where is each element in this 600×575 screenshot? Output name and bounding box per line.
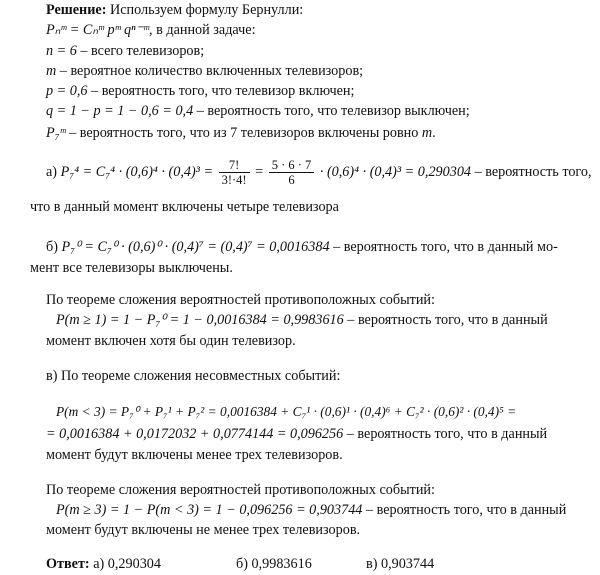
def-m-expr: m — [46, 63, 57, 79]
answer-c: в) 0,903744 — [366, 556, 435, 572]
part-a-frac1 — [219, 158, 250, 187]
theorem2-intro — [46, 481, 435, 499]
answer-a: а) 0,290304 — [93, 556, 161, 572]
theorem2-line2 — [46, 521, 360, 539]
part-a-frac1-num: 7! — [219, 158, 250, 173]
answer-b-wrap — [236, 555, 312, 573]
part-c-line1 — [56, 403, 516, 421]
part-a-frac2-den: 6 — [288, 173, 295, 187]
def-p — [46, 82, 354, 100]
bernoulli-expr: Pₙᵐ = Cₙᵐ pᵐ qⁿ⁻ᵐ — [46, 22, 150, 38]
part-a-frac1-den: 3!·4! — [221, 173, 247, 187]
part-c-line2 — [46, 425, 547, 443]
part-b-text2: мент все телевизоры выключены. — [30, 260, 233, 276]
def-n-text: – всего телевизоров; — [76, 43, 205, 59]
def-n-expr: n = 6 — [46, 43, 77, 59]
part-b-expr: P₇⁰ = C₇⁰ · (0,6)⁰ · (0,4)⁷ = (0,4)⁷ = 0,0016384 — [61, 239, 330, 255]
theorem1-line — [56, 311, 548, 329]
part-a-frac2-num: 5 · 6 · 7 — [269, 158, 315, 173]
part-b-line1 — [46, 238, 558, 256]
solution-label: Решение: — [46, 2, 107, 18]
solution-header — [46, 1, 303, 19]
theorem1-line2 — [46, 332, 296, 350]
theorem1-intro — [46, 291, 435, 309]
part-b-label: б) — [46, 239, 58, 255]
def-p-text: – вероятность того, что телевизор включен; — [87, 83, 355, 99]
bernoulli-tail: , в данной задаче: — [149, 22, 256, 38]
def-p7m — [46, 124, 436, 142]
theorem2-text2: момент будут включены не менее трех телевизоров. — [46, 522, 361, 538]
part-c-intro-text: в) По теореме сложения несовместных событий: — [46, 368, 341, 384]
def-p-expr: p = 0,6 — [46, 83, 88, 99]
part-a-frac2 — [269, 158, 315, 187]
def-p7m-end: . — [432, 125, 436, 141]
def-p7m-expr: P₇ᵐ — [46, 125, 66, 141]
answer-c-wrap — [366, 555, 434, 573]
part-a-line1 — [46, 158, 592, 187]
part-c-expr2: = 0,0016384 + 0,0172032 + 0,0774144 = 0,096256 — [46, 426, 344, 442]
theorem2-intro-text: По теореме сложения вероятностей противоположных событий: — [46, 482, 435, 498]
part-b-line2 — [30, 259, 233, 277]
part-a-text2: что в данный момент включены четыре телевизора — [30, 199, 339, 215]
bernoulli-formula — [46, 21, 256, 39]
theorem2-line — [56, 501, 566, 519]
part-c-line3 — [46, 446, 343, 464]
part-a-label: а) — [46, 163, 58, 180]
def-q-text: – вероятность того, что телевизор выключен; — [193, 103, 470, 119]
def-m — [46, 62, 363, 80]
answer-b: б) 0,9983616 — [236, 556, 312, 572]
part-a-eq: = — [255, 163, 264, 180]
part-a-text1: – вероятность того, — [471, 163, 592, 180]
def-m-text: – вероятное количество включенных телевизоров; — [56, 63, 364, 79]
theorem1-text2: момент включен хотя бы один телевизор. — [46, 333, 296, 349]
part-c-text2: – вероятность того, что в данный — [343, 426, 548, 442]
part-a-expr2: · (0,6)⁴ · (0,4)³ = 0,290304 — [319, 163, 472, 180]
solution-intro: Используем формулу Бернулли: — [109, 2, 304, 18]
answer-line — [46, 555, 161, 573]
part-a-line2 — [30, 198, 339, 216]
def-p7m-tail: m — [421, 125, 433, 141]
part-c-expr1: P(m < 3) = P₇⁰ + P₇¹ + P₇² = 0,0016384 + C₇¹ · (0,6)¹ · (0,4)⁶ + C₇² · (0,6)² · (0,4)⁵ = — [56, 404, 517, 419]
part-a-expr1: P₇⁴ = C₇⁴ · (0,6)⁴ · (0,4)³ = — [60, 163, 214, 180]
def-q-expr: q = 1 − p = 1 − 0,6 = 0,4 — [46, 103, 194, 119]
theorem1-intro-text: По теореме сложения вероятностей противоположных событий: — [46, 292, 435, 308]
theorem2-expr: P(m ≥ 3) = 1 − P(m < 3) = 1 − 0,096256 = 0,903744 — [56, 502, 363, 518]
theorem2-text1: – вероятность того, что в данный — [362, 502, 567, 518]
part-c-intro — [46, 367, 340, 385]
def-q — [46, 102, 470, 120]
part-c-text3: момент будут включены менее трех телевизоров. — [46, 447, 343, 463]
theorem1-text1: – вероятность того, что в данный — [343, 312, 548, 328]
answer-label: Ответ: — [46, 556, 90, 572]
def-n — [46, 42, 204, 60]
part-b-text1: – вероятность того, что в данный мо- — [329, 239, 558, 255]
def-p7m-text: – вероятность того, что из 7 телевизоров включены ровно — [65, 125, 422, 141]
theorem1-expr: P(m ≥ 1) = 1 − P₇⁰ = 1 − 0,0016384 = 0,9983616 — [56, 312, 344, 328]
